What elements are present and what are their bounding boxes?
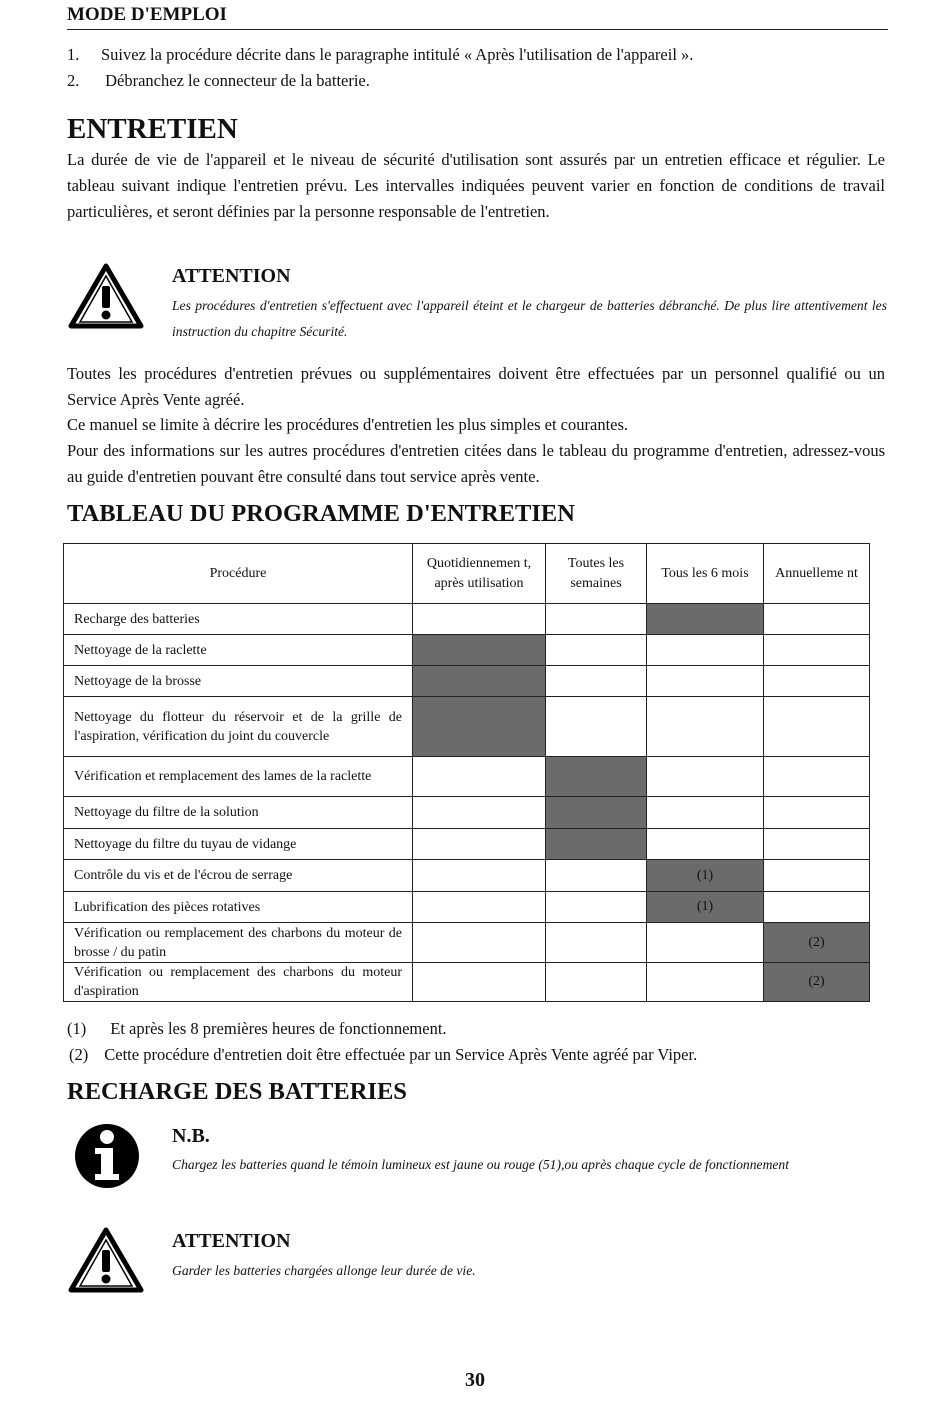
column-header: Quotidiennemen t, après utilisation [413, 544, 546, 604]
empty-cell [546, 860, 647, 892]
empty-cell [647, 963, 764, 1002]
empty-cell [647, 666, 764, 697]
table-row [64, 635, 870, 666]
step-number: 1. [67, 45, 80, 64]
table-row [64, 963, 870, 1002]
empty-cell [546, 963, 647, 1002]
maintenance-table [63, 543, 870, 1002]
scheduled-cell [413, 666, 546, 697]
empty-cell [764, 757, 870, 797]
empty-cell [647, 757, 764, 797]
empty-cell [546, 604, 647, 635]
warning-triangle-icon [68, 1226, 144, 1299]
table-row [64, 697, 870, 757]
procedure-cell: Nettoyage de la brosse [64, 666, 413, 697]
nb-text: Chargez les batteries quand le témoin lumineux est jaune ou rouge (51),ou après chaque cycle de fonctionnement [172, 1157, 789, 1172]
table-row [64, 757, 870, 797]
empty-cell [647, 923, 764, 963]
step-text: Suivez la procédure décrite dans le paragraphe intitulé « Après l'utilisation de l'appareil ». [101, 45, 694, 64]
scheduled-cell [546, 797, 647, 829]
scheduled-cell [413, 635, 546, 666]
procedure-cell: Vérification ou remplacement des charbons du moteur de brosse / du patin [64, 923, 413, 963]
empty-cell [647, 797, 764, 829]
empty-cell [413, 829, 546, 860]
footnote [69, 1045, 697, 1065]
page-number: 30 [465, 1369, 485, 1391]
warning-triangle-icon [68, 262, 144, 335]
table-row [64, 604, 870, 635]
empty-cell [647, 697, 764, 757]
nb-title: N.B. [172, 1125, 210, 1147]
procedure-cell: Nettoyage du filtre de la solution [64, 797, 413, 829]
footnote-text: Cette procédure d'entretien doit être effectuée par un Service Après Vente agréé par Viper. [104, 1045, 698, 1064]
empty-cell [413, 757, 546, 797]
step-item [67, 45, 693, 65]
empty-cell [413, 604, 546, 635]
table-row [64, 892, 870, 923]
section-title-entretien: ENTRETIEN [67, 113, 238, 145]
table-row [64, 797, 870, 829]
empty-cell [546, 923, 647, 963]
column-header: Annuelleme nt [764, 544, 870, 604]
attention-text: Garder les batteries chargées allonge leur durée de vie. [172, 1263, 476, 1278]
paragraph: Pour des informations sur les autres procédures d'entretien citées dans le tableau du programme d'entretien, adressez-vous au guide d'entretien pouvant être consulté dans tout service après vente. [67, 441, 885, 486]
empty-cell [546, 697, 647, 757]
empty-cell [764, 697, 870, 757]
scheduled-cell [647, 604, 764, 635]
footnote [67, 1019, 447, 1039]
step-number: 2. [67, 71, 80, 90]
column-header: Toutes les semaines [546, 544, 647, 604]
page-header-title: MODE D'EMPLOI [67, 4, 227, 25]
section-title-tableau: TABLEAU DU PROGRAMME D'ENTRETIEN [67, 500, 575, 527]
attention-text: Les procédures d'entretien s'effectuent avec l'appareil éteint et le chargeur de batteries débranché. De plus lire attentivement les instruction du chapitre Sécurité. [172, 298, 887, 339]
procedure-cell: Lubrification des pièces rotatives [64, 892, 413, 923]
footnote-mark: (1) [67, 1019, 87, 1038]
step-text: Débranchez le connecteur de la batterie. [101, 71, 370, 90]
procedure-cell: Nettoyage du flotteur du réservoir et de la grille de l'aspiration, vérification du joint du couvercle [64, 697, 413, 757]
empty-cell [413, 892, 546, 923]
section-title-recharge: RECHARGE DES BATTERIES [67, 1078, 407, 1105]
scheduled-cell: (1) [647, 892, 764, 923]
table-row [64, 860, 870, 892]
scheduled-cell [546, 757, 647, 797]
table-row [64, 666, 870, 697]
scheduled-cell [546, 829, 647, 860]
entretien-intro: La durée de vie de l'appareil et le niveau de sécurité d'utilisation sont assurés par un entretien efficace et régulier. Le tableau suivant indique l'entretien prévu. Les intervalles indiquées peuvent varier en fonction de conditions de travail particulières, et seront définies par la personne responsable de l'entretien. [67, 150, 885, 221]
info-icon [73, 1122, 141, 1195]
empty-cell [764, 666, 870, 697]
footnote-text: Et après les 8 premières heures de fonctionnement. [110, 1019, 447, 1038]
paragraph: Toutes les procédures d'entretien prévues ou supplémentaires doivent être effectuées par un personnel qualifié ou un Service Après Vente agréé. [67, 364, 885, 409]
step-item [67, 71, 370, 91]
empty-cell [647, 635, 764, 666]
procedure-cell: Vérification ou remplacement des charbons du moteur d'aspiration [64, 963, 413, 1002]
empty-cell [647, 829, 764, 860]
empty-cell [546, 666, 647, 697]
empty-cell [764, 892, 870, 923]
attention-title: ATTENTION [172, 1230, 291, 1252]
empty-cell [413, 923, 546, 963]
procedure-cell: Nettoyage de la raclette [64, 635, 413, 666]
paragraph: Ce manuel se limite à décrire les procédures d'entretien les plus simples et courantes. [67, 415, 629, 434]
empty-cell [764, 604, 870, 635]
table-row [64, 923, 870, 963]
empty-cell [413, 963, 546, 1002]
empty-cell [764, 797, 870, 829]
column-header: Procédure [64, 544, 413, 604]
scheduled-cell: (2) [764, 923, 870, 963]
header-divider [67, 29, 888, 30]
empty-cell [546, 635, 647, 666]
procedure-cell: Nettoyage du filtre du tuyau de vidange [64, 829, 413, 860]
procedure-cell: Contrôle du vis et de l'écrou de serrage [64, 860, 413, 892]
empty-cell [413, 797, 546, 829]
procedure-cell: Vérification et remplacement des lames de la raclette [64, 757, 413, 797]
column-header: Tous les 6 mois [647, 544, 764, 604]
footnote-mark: (2) [69, 1045, 89, 1064]
scheduled-cell [413, 697, 546, 757]
scheduled-cell: (1) [647, 860, 764, 892]
table-header-row [64, 544, 870, 604]
empty-cell [546, 892, 647, 923]
procedure-cell: Recharge des batteries [64, 604, 413, 635]
attention-title: ATTENTION [172, 265, 291, 287]
empty-cell [764, 635, 870, 666]
empty-cell [764, 860, 870, 892]
scheduled-cell: (2) [764, 963, 870, 1002]
empty-cell [764, 829, 870, 860]
empty-cell [413, 860, 546, 892]
table-row [64, 829, 870, 860]
